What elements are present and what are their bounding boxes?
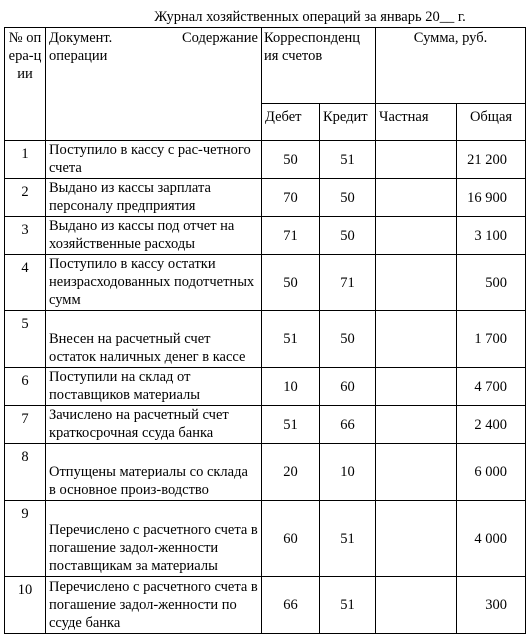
row-debit: 50 bbox=[262, 141, 320, 179]
row-number: 5 bbox=[5, 311, 46, 368]
row-description: Поступили на склад от поставщиков материалы bbox=[46, 368, 262, 406]
row-description: Выдано из кассы под отчет на хозяйственные расходы bbox=[46, 217, 262, 255]
row-number: 9 bbox=[5, 501, 46, 577]
row-number: 6 bbox=[5, 368, 46, 406]
row-number: 4 bbox=[5, 255, 46, 311]
table-row bbox=[5, 368, 526, 406]
row-description: Отпущены материалы со склада в основное произ-водство bbox=[46, 444, 262, 501]
row-number: 2 bbox=[5, 179, 46, 217]
row-partial bbox=[376, 179, 457, 217]
row-description: Перечислено с расчетного счета в погашение задол-женности поставщикам за материалы bbox=[46, 501, 262, 577]
row-debit: 70 bbox=[262, 179, 320, 217]
table-row bbox=[5, 444, 526, 501]
row-number: 3 bbox=[5, 217, 46, 255]
row-debit: 51 bbox=[262, 406, 320, 444]
header-sum bbox=[376, 28, 526, 104]
row-total: 21 200 bbox=[457, 141, 526, 179]
table-row bbox=[5, 311, 526, 368]
row-partial bbox=[376, 501, 457, 577]
row-partial bbox=[376, 368, 457, 406]
row-credit: 50 bbox=[320, 311, 376, 368]
row-partial bbox=[376, 577, 457, 634]
header-correspondence bbox=[262, 28, 376, 104]
header-corr-line2: ия счетов bbox=[264, 48, 323, 64]
table-row bbox=[5, 406, 526, 444]
table-row bbox=[5, 501, 526, 577]
row-description: Зачислено на расчетный счет краткосрочная ссуда банка bbox=[46, 406, 262, 444]
row-total: 4 000 bbox=[457, 501, 526, 577]
row-credit: 10 bbox=[320, 444, 376, 501]
header-document-content bbox=[46, 28, 262, 141]
table-row bbox=[5, 179, 526, 217]
row-debit: 60 bbox=[262, 501, 320, 577]
header-doc-left: Документ. bbox=[49, 30, 113, 46]
header-operation-number bbox=[5, 28, 46, 141]
header-no-text: № опера-ции bbox=[8, 30, 42, 82]
row-total: 1 700 bbox=[457, 311, 526, 368]
header-partial: Частная bbox=[376, 104, 457, 141]
row-debit: 20 bbox=[262, 444, 320, 501]
row-total: 3 100 bbox=[457, 217, 526, 255]
row-description: Поступило в кассу остатки неизрасходованных подотчетных сумм bbox=[46, 255, 262, 311]
row-description: Выдано из кассы зарплата персоналу предприятия bbox=[46, 179, 262, 217]
header-total: Общая bbox=[457, 104, 526, 141]
row-credit: 66 bbox=[320, 406, 376, 444]
row-credit: 50 bbox=[320, 179, 376, 217]
row-debit: 10 bbox=[262, 368, 320, 406]
row-credit: 51 bbox=[320, 141, 376, 179]
row-number: 10 bbox=[5, 577, 46, 634]
row-credit: 51 bbox=[320, 501, 376, 577]
row-partial bbox=[376, 311, 457, 368]
row-debit: 50 bbox=[262, 255, 320, 311]
row-description: Перечислено с расчетного счета в погашение задол-женности по ссуде банка bbox=[46, 577, 262, 634]
journal-title: Журнал хозяйственных операций за январь 20__ г. bbox=[154, 9, 466, 25]
row-total: 16 900 bbox=[457, 179, 526, 217]
row-partial bbox=[376, 444, 457, 501]
row-partial bbox=[376, 217, 457, 255]
row-total: 500 bbox=[457, 255, 526, 311]
row-description: Поступило в кассу с рас-четного счета bbox=[46, 141, 262, 179]
row-total: 6 000 bbox=[457, 444, 526, 501]
row-total: 2 400 bbox=[457, 406, 526, 444]
table-row bbox=[5, 141, 526, 179]
row-partial bbox=[376, 255, 457, 311]
table-row bbox=[5, 255, 526, 311]
row-credit: 50 bbox=[320, 217, 376, 255]
row-partial bbox=[376, 406, 457, 444]
row-debit: 51 bbox=[262, 311, 320, 368]
row-number: 1 bbox=[5, 141, 46, 179]
row-debit: 66 bbox=[262, 577, 320, 634]
header-sum-text: Сумма, руб. bbox=[413, 30, 488, 46]
row-number: 8 bbox=[5, 444, 46, 501]
header-debit: Дебет bbox=[262, 104, 320, 141]
table-row bbox=[5, 217, 526, 255]
row-debit: 71 bbox=[262, 217, 320, 255]
row-total: 300 bbox=[457, 577, 526, 634]
header-doc-line2: операции bbox=[49, 48, 108, 64]
row-partial bbox=[376, 141, 457, 179]
header-doc-right: Содержание bbox=[182, 30, 258, 46]
row-credit: 51 bbox=[320, 577, 376, 634]
row-number: 7 bbox=[5, 406, 46, 444]
header-credit: Кредит bbox=[320, 104, 376, 141]
operations-table bbox=[4, 27, 526, 634]
row-credit: 71 bbox=[320, 255, 376, 311]
table-row bbox=[5, 577, 526, 634]
row-credit: 60 bbox=[320, 368, 376, 406]
row-description: Внесен на расчетный счет остаток наличных денег в кассе bbox=[46, 311, 262, 368]
row-total: 4 700 bbox=[457, 368, 526, 406]
header-corr-line1: Корреспонденц bbox=[264, 30, 361, 46]
